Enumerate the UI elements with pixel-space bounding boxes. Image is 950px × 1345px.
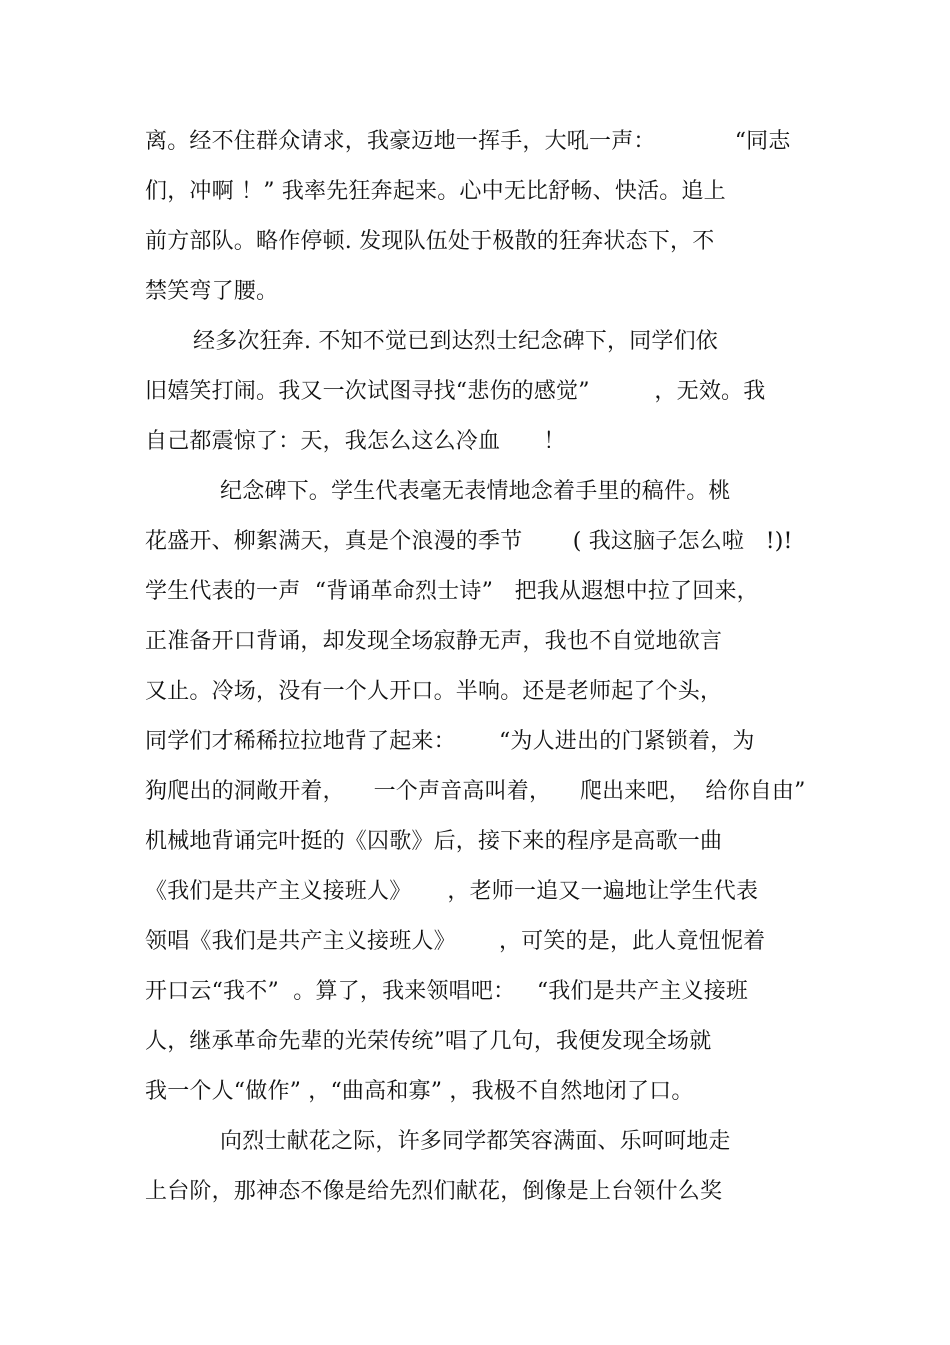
text-line: 开口云“我不” 。算了，我来领唱吧： “我们是共产主义接班 [145, 979, 749, 1004]
text-line: 自己都震惊了：天，我怎么这么冷血 ！ [145, 429, 566, 454]
text-line: 纪念碑下。学生代表毫无表情地念着手里的稿件。桃 [220, 479, 731, 504]
text-line: 旧嬉笑打闹。我又一次试图寻找“悲伤的感觉” ，无效。我 [145, 379, 766, 404]
text-line: 《我们是共产主义接班人》 ，老师一追又一遍地让学生代表 [145, 879, 759, 904]
text-line: 又止。冷场，没有一个人开口。半响。还是老师起了个头， [145, 679, 723, 704]
text-line: 上台阶，那神态不像是给先烈们献花，倒像是上台领什么奖 [145, 1179, 723, 1204]
text-line: 我一个人“做作” ，“曲高和寡” ，我极不自然地闭了口。 [145, 1079, 694, 1104]
text-line: 禁笑弯了腰。 [145, 279, 279, 304]
text-line: 向烈士献花之际，许多同学都笑容满面、乐呵呵地走 [220, 1129, 731, 1154]
text-line: 人，继承革命先辈的光荣传统”唱了几句，我便发现全场就 [145, 1029, 712, 1054]
text-line: 经多次狂奔. 不知不觉已到达烈士纪念碑下，同学们依 [193, 329, 718, 354]
text-line: 同学们才稀稀拉拉地背了起来： “为人进出的门紧锁着，为 [145, 729, 755, 754]
text-line: 花盛开、柳絮满天，真是个浪漫的季节 ( 我这脑子怎么啦 !)! [145, 529, 793, 554]
text-line: 狗爬出的洞敞开着， 一个声音高叫着， 爬出来吧， 给你自由” [145, 779, 806, 804]
text-line: 机械地背诵完叶挺的《囚歌》后，接下来的程序是高歌一曲 [145, 829, 723, 854]
text-line: 离。经不住群众请求，我豪迈地一挥手，大吼一声： “同志 [145, 129, 791, 154]
text-line: 学生代表的一声 “背诵革命烈士诗” 把我从遐想中拉了回来， [145, 579, 759, 604]
text-line: 们，冲啊 ！” 我率先狂奔起来。心中无比舒畅、快活。追上 [145, 179, 726, 204]
text-line: 正准备开口背诵，却发现全场寂静无声，我也不自觉地欲言 [145, 629, 723, 654]
text-line: 领唱《我们是共产主义接班人》 ，可笑的是，此人竟忸怩着 [145, 929, 766, 954]
text-line: 前方部队。略作停顿. 发现队伍处于极散的狂奔状态下，不 [145, 229, 715, 254]
